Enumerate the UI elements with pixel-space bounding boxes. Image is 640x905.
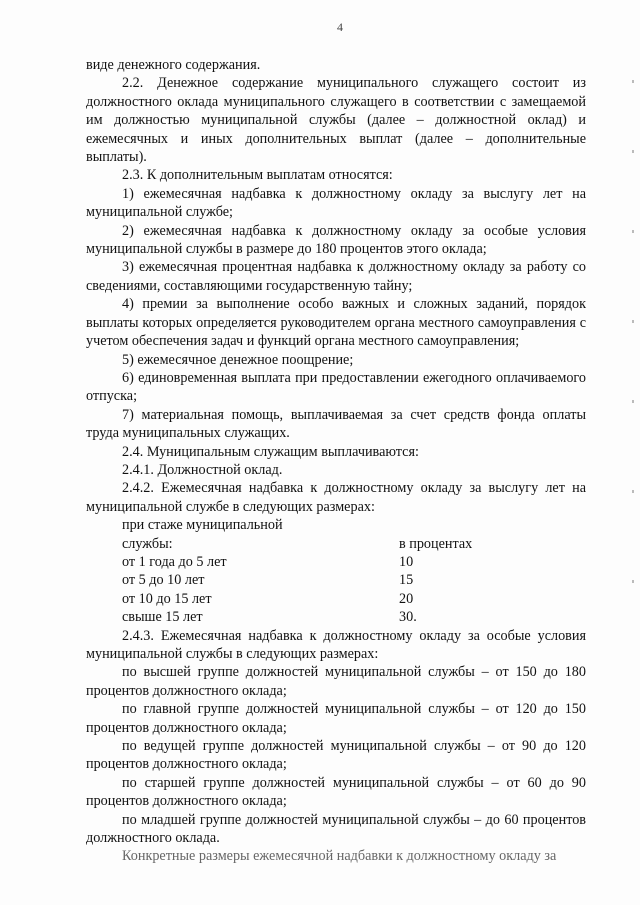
- seniority-table: [122, 516, 542, 626]
- group-item-senior: по старшей группе должностей муниципальной службы – от 60 до 90 процентов должностного оклада;: [86, 774, 586, 810]
- list-item-7: 7) материальная помощь, выплачиваемая за счет средств фонда оплаты труда муниципальных служащих.: [86, 406, 586, 442]
- list-item-2: 2) ежемесячная надбавка к должностному окладу за особые условия муниципальной службы в размере до 180 процентов этого оклада;: [86, 222, 586, 258]
- paragraph-2-4-1: 2.4.1. Должностной оклад.: [122, 461, 283, 478]
- paragraph-2-4-2: 2.4.2. Ежемесячная надбавка к должностному окладу за выслугу лет на муниципальной службе в следующих размерах:: [86, 480, 586, 515]
- group-item-junior: по младшей группе должностей муниципальной службы – до 60 процентов должностного оклада.: [86, 811, 586, 847]
- table-cell-range: от 10 до 15 лет: [122, 590, 212, 607]
- list-item-5: 5) ежемесячное денежное поощрение;: [122, 351, 354, 368]
- table-cell-range: свыше 15 лет: [122, 609, 203, 626]
- group-item-main: по главной группе должностей муниципальной службы – от 120 до 150 процентов должностного оклада;: [86, 701, 586, 736]
- table-row: [122, 553, 542, 571]
- list-item-1: 1) ежемесячная надбавка к должностному окладу за выслугу лет на муниципальной службе;: [86, 185, 586, 221]
- table-row: [122, 571, 542, 589]
- table-cell-percent: 30.: [399, 609, 417, 626]
- list-item-3: 3) ежемесячная процентная надбавка к должностному окладу за работу со сведениями, составляющими государственную тайну;: [86, 259, 586, 294]
- group-item-highest: по высшей группе должностей муниципальной службы – от 150 до 180 процентов должностного оклада;: [86, 664, 586, 699]
- list-item-4: 4) премии за выполнение особо важных и сложных заданий, порядок выплаты которых определяется руководителем органа местного самоуправления с учетом обеспечения задач и функций органа местного самоуправления;: [86, 296, 586, 350]
- paragraph-2-4-3: 2.4.3. Ежемесячная надбавка к должностному окладу за особые условия муниципальной службы в следующих размерах:: [86, 627, 586, 662]
- table-header-line: при стаже муниципальной: [122, 517, 283, 534]
- table-cell-percent: 20: [399, 590, 414, 607]
- table-cell-range: от 1 года до 5 лет: [122, 553, 227, 570]
- paragraph-2-2: 2.2. Денежное содержание муниципального служащего состоит из должностного оклада муниципального служащего в соответствии с замещаемой им должностью муниципальной службы (далее – должностной оклад) и ежемесячных и иных дополнительных выплат (далее – дополнительные выплаты).: [86, 75, 586, 166]
- page-number: 4: [337, 20, 343, 34]
- table-header-col2: в процентах: [399, 535, 473, 552]
- document-body: [86, 56, 586, 866]
- paragraph-2-3: 2.3. К дополнительным выплатам относятся:: [122, 167, 393, 184]
- table-row: [122, 608, 542, 626]
- list-item-6: 6) единовременная выплата при предоставлении ежегодного оплачиваемого отпуска;: [86, 369, 586, 405]
- table-cell-percent: 15: [399, 572, 414, 589]
- table-header-col1: службы:: [122, 535, 173, 552]
- paragraph: виде денежного содержания.: [86, 57, 261, 73]
- paragraph-2-4: 2.4. Муниципальным служащим выплачиваются:: [122, 443, 419, 460]
- group-item-leading: по ведущей группе должностей муниципальной службы – от 90 до 120 процентов должностного оклада;: [86, 738, 586, 773]
- table-cell-range: от 5 до 10 лет: [122, 572, 205, 589]
- table-cell-percent: 10: [399, 553, 414, 570]
- paragraph-continued: Конкретные размеры ежемесячной надбавки к должностному окладу за: [122, 848, 557, 865]
- table-row: [122, 590, 542, 608]
- scan-edge-marks: [630, 60, 634, 660]
